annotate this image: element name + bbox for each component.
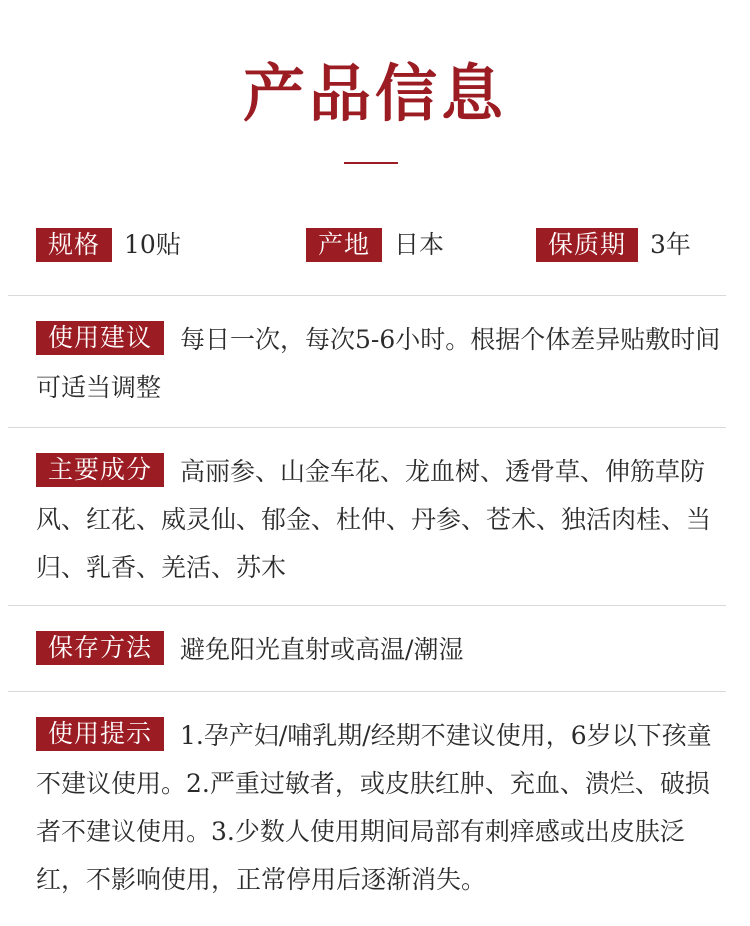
divider bbox=[8, 295, 726, 296]
spec-size-value: 10贴 bbox=[124, 230, 181, 259]
storage-section bbox=[36, 626, 726, 674]
divider bbox=[8, 427, 726, 428]
divider bbox=[8, 691, 726, 692]
page-title: 产品信息 bbox=[242, 57, 507, 130]
storage-text: 避免阳光直射或高温/潮湿 bbox=[180, 635, 464, 664]
spec-size bbox=[36, 228, 181, 262]
spec-shelf-life-value: 3年 bbox=[650, 230, 691, 259]
usage-text: 每日一次，每次5-6小时。根据个体差异贴敷时间可适当调整 bbox=[36, 325, 721, 402]
usage-label: 使用建议 bbox=[36, 321, 164, 355]
divider bbox=[8, 605, 726, 606]
ingredients-text: 高丽参、山金车花、龙血树、透骨草、伸筋草防风、红花、威灵仙、郁金、杜仲、丹参、苍术、独活肉桂、当归、乳香、羌活、苏木 bbox=[36, 457, 712, 582]
spec-origin bbox=[306, 228, 444, 262]
spec-row bbox=[0, 228, 750, 262]
title-underline bbox=[344, 162, 398, 164]
spec-size-label: 规格 bbox=[36, 228, 112, 262]
ingredients-section bbox=[36, 448, 726, 592]
storage-label: 保存方法 bbox=[36, 631, 164, 665]
spec-shelf-life bbox=[536, 228, 691, 262]
usage-section bbox=[36, 316, 726, 412]
tips-text: 1.孕产妇/哺乳期/经期不建议使用，6岁以下孩童不建议使用。2.严重过敏者，或皮肤红肿、充血、溃烂、破损者不建议使用。3.少数人使用期间局部有刺痒感或出皮肤泛红，不影响使用，正常停用后逐渐消失。 bbox=[36, 721, 712, 894]
spec-origin-label: 产地 bbox=[306, 228, 382, 262]
tips-label: 使用提示 bbox=[36, 717, 164, 751]
spec-origin-value: 日本 bbox=[394, 230, 445, 259]
tips-section bbox=[36, 712, 726, 904]
ingredients-label: 主要成分 bbox=[36, 453, 164, 487]
spec-shelf-life-label: 保质期 bbox=[536, 228, 638, 262]
